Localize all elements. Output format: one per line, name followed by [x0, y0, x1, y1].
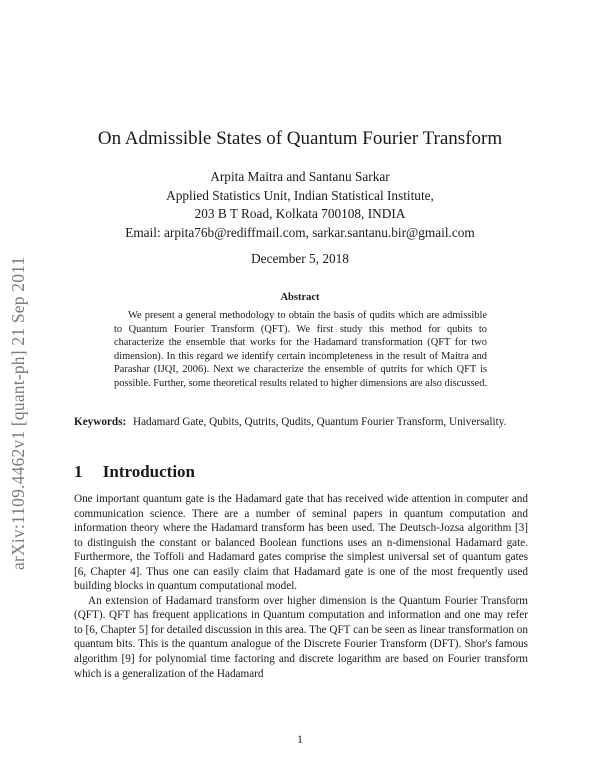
paper-date: December 5, 2018	[251, 251, 349, 266]
keywords-text: Hadamard Gate, Qubits, Qutrits, Qudits, Quantum Fourier Transform, Universality.	[133, 416, 507, 428]
page-number: 1	[297, 734, 303, 746]
paper-title: On Admissible States of Quantum Fourier Transform	[97, 128, 503, 149]
paragraph: An extension of Hadamard transform over higher dimension is the Quantum Fourier Transform (QFT). QFT has frequent applications in Quantum computation and information and one may refer to [6, Chapter 5] for detailed discussion in this area. The QFT can be seen as linear transformation on quantum bits. This is the quantum analogue of the Discrete Fourier Transform (DFT). Shor's famous algorithm [9] for polynomial time factoring and discrete logarithm are based on Fourier transform which is a generalization of the Hadamard	[74, 594, 528, 680]
body-text	[74, 492, 528, 681]
author-names: Arpita Maitra and Santanu Sarkar	[210, 169, 390, 184]
arxiv-identifier[interactable]: arXiv:1109.4462v1 [quant-ph] 21 Sep 2011	[8, 256, 28, 570]
abstract-text: We present a general methodology to obtain the basis of qudits which are admissible to Quantum Fourier Transform (QFT). We first study this method for qubits to characterize the ensemble that works for the Hadamard transformation (QFT for two dimension). In this regard we identify certain incompleteness in the result of Maitra and Parashar (IJQI, 2006). Next we characterize the ensemble of qutrits for which QFT is possible. Further, some theoretical results related to higher dimensions are also discussed.	[114, 310, 487, 389]
paragraph: One important quantum gate is the Hadamard gate that has received wide attention in computer and communication science. There are a number of seminal papers in quantum computation and information theory where the Hadamard transform has been used. The Deutsch-Jozsa algorithm [3] to distinguish the constant or balanced Boolean functions uses an n-dimensional Hadamard gate. Furthermore, the Toffoli and Hadamard gates comprise the simplest universal set of quantum gates [6, Chapter 4]. Thus one can easily claim that Hadamard gate is one of the most frequently used building blocks in quantum computational model.	[74, 493, 528, 593]
keywords-label: Keywords:	[74, 416, 127, 428]
section-number: 1	[74, 462, 83, 481]
email-line[interactable]: Email: arpita76b@rediffmail.com, sarkar.santanu.bir@gmail.com	[125, 224, 475, 240]
section-title: Introduction	[102, 462, 196, 481]
author-block	[0, 168, 600, 242]
section-heading	[74, 462, 195, 482]
abstract-heading: Abstract	[280, 292, 320, 303]
keywords	[74, 415, 528, 430]
address: 203 B T Road, Kolkata 700108, INDIA	[194, 206, 406, 221]
affiliation: Applied Statistics Unit, Indian Statistical Institute,	[166, 187, 434, 203]
